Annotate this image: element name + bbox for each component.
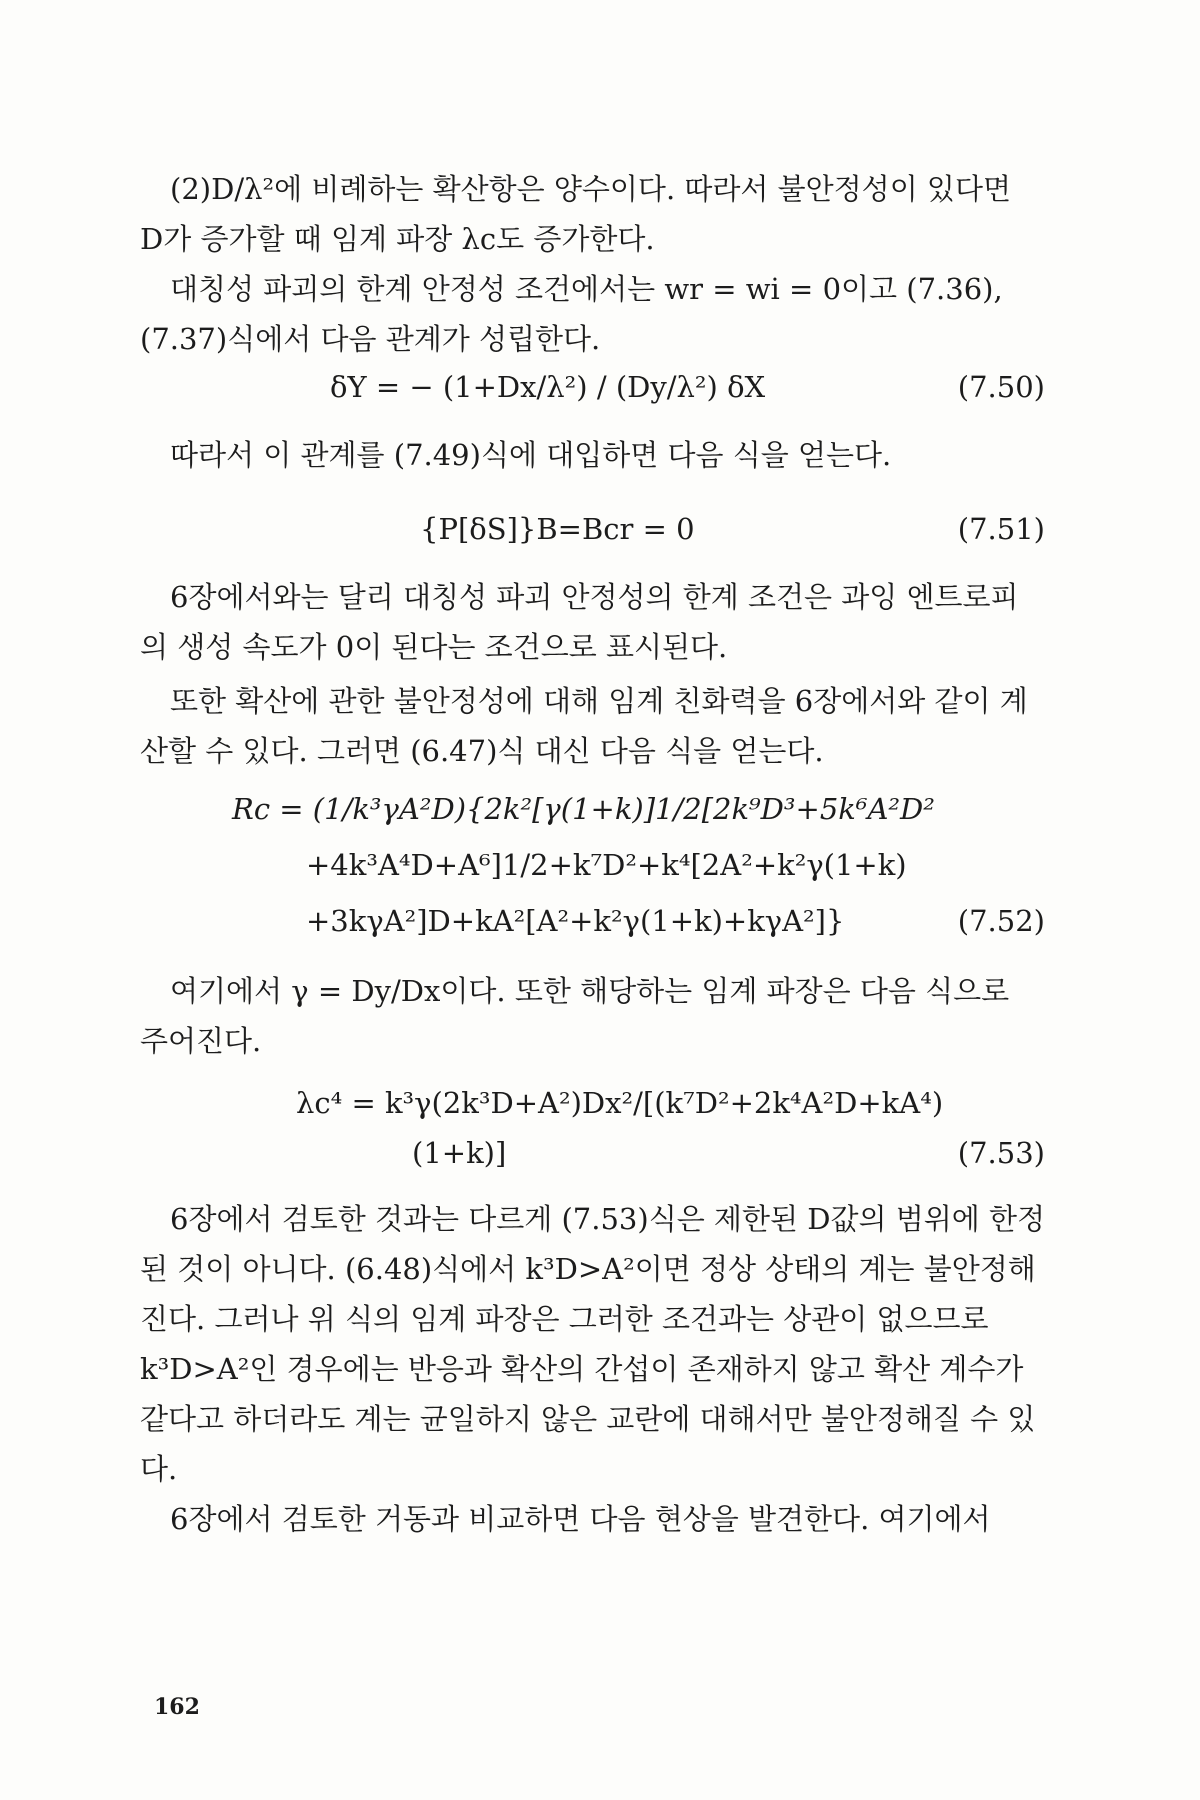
paragraph-7: 6장에서 검토한 것과는 다르게 (7.53)식은 제한된 D값의 범위에 한정된 것이 아니다. (6.48)식에서 k³D>A²이면 정상 상태의 계는 불안정해진다. 그러나 위 식의 임계 파장은 그러한 조건과는 상관이 없으므로 k³D>A²인 경우에는 반응과 확산의 간섭이 존재하지 않고 확산 계수가 같다고 하더라도 계는 균일하지 않은 교란에 대해서만 불안정해질 수 있다. [140, 1202, 1045, 1486]
equation-7-52-line-3: +3kγA²]D+kA²[A²+k²γ(1+k)+kγA²]} [306, 904, 845, 938]
equation-number-7-50: (7.50) [957, 370, 1045, 404]
paragraph-4: 6장에서와는 달리 대칭성 파괴 안정성의 한계 조건은 과잉 엔트로피의 생성 속도가 0이 된다는 조건으로 표시된다. [140, 580, 1019, 664]
equation-7-52-line-1: Rc = (1/k³γA²D){2k²[γ(1+k)]1/2[2k⁹D³+5k⁶A²D² [232, 792, 935, 826]
equation-7-51: {P[δS]}B=Bcr = 0 [420, 512, 695, 546]
equation-number-7-53: (7.53) [957, 1136, 1045, 1170]
paragraph-1-line-1: (2)D/λ²에 비례하는 확산항은 양수이다. 따라서 불안정성이 있다면 [170, 172, 1011, 206]
equation-7-50: δY = − (1+Dx/λ²) / (Dy/λ²) δX [330, 370, 766, 404]
paragraph-2: 대칭성 파괴의 한계 안정성 조건에서는 wr = wi = 0이고 (7.36), (7.37)식에서 다음 관계가 성립한다. [140, 272, 1003, 356]
equation-7-53-line-2: (1+k)] [412, 1136, 507, 1170]
paragraph-3: 따라서 이 관계를 (7.49)식에 대입하면 다음 식을 얻는다. [170, 438, 892, 472]
equation-7-52-line-2: +4k³A⁴D+A⁶]1/2+k⁷D²+k⁴[2A²+k²γ(1+k) [306, 848, 907, 882]
equation-7-53-line-1: λc⁴ = k³γ(2k³D+A²)Dx²/[(k⁷D²+2k⁴A²D+kA⁴) [296, 1086, 944, 1120]
page-number: 162 [154, 1694, 200, 1720]
equation-number-7-52: (7.52) [957, 904, 1045, 938]
equation-number-7-51: (7.51) [957, 512, 1045, 546]
paragraph-8: 6장에서 검토한 거동과 비교하면 다음 현상을 발견한다. 여기에서 [170, 1502, 991, 1536]
paragraph-5: 또한 확산에 관한 불안정성에 대해 임계 친화력을 6장에서와 같이 계산할 수 있다. 그러면 (6.47)식 대신 다음 식을 얻는다. [140, 684, 1028, 768]
paragraph-1-line-2: D가 증가할 때 임계 파장 λc도 증가한다. [140, 222, 655, 256]
paragraph-6: 여기에서 γ = Dy/Dx이다. 또한 해당하는 임계 파장은 다음 식으로 주어진다. [140, 974, 1010, 1058]
